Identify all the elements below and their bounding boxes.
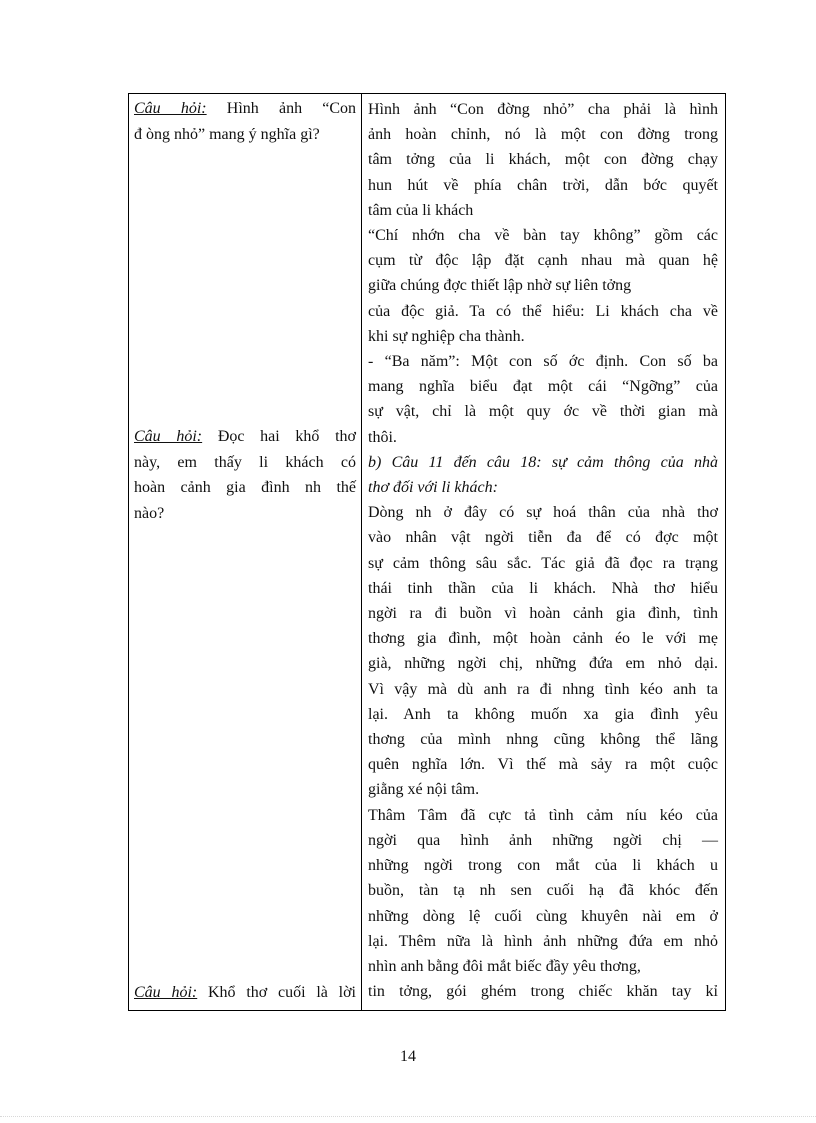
answer-line: nhìn anh bằng đôi mắt biếc đầy yêu thơng, xyxy=(368,957,641,975)
question-label: Câu hỏi: xyxy=(134,984,198,1001)
answer-line: hun hút về phía chân trời, dẫn bớc quyết xyxy=(368,176,718,194)
answer-line: lại. Thêm nữa là hình ảnh những đứa em nhỏ xyxy=(368,932,718,950)
question-1-line-2: đ òng nhỏ” mang ý nghĩa gì? xyxy=(134,125,320,143)
answer-line: ngời ra đi buồn vì hoàn cảnh gia đình, tình xyxy=(368,605,718,623)
question-answer-table xyxy=(128,93,726,1011)
answer-line: vào nhân vật ngời tiễn đa để có đợc một xyxy=(368,529,718,547)
answer-line: Hình ảnh “Con đờng nhỏ” cha phải là hình xyxy=(368,101,718,118)
answer-line: lại. Anh ta không muốn xa gia đình yêu xyxy=(368,705,718,723)
column-divider xyxy=(361,94,362,1010)
answer-line: những dòng lệ cuối cùng khuyên nài em ở xyxy=(368,907,718,925)
answer-line: tâm tởng của li khách, một con đờng chạy xyxy=(368,151,718,169)
question-2 xyxy=(134,424,356,526)
answer-line: giằng xé nội tâm. xyxy=(368,781,480,799)
answer-line: buồn, tàn tạ nh sen cuối hạ đã khóc đến xyxy=(368,882,718,900)
answer-line: những ngời trong con mắt của li khách u xyxy=(368,857,718,875)
question-3 xyxy=(134,980,356,1006)
answer-line: Dòng nh ở đây có sự hoá thân của nhà thơ xyxy=(368,504,718,522)
question-2-line-1: Câu hỏi: Đọc hai khổ thơ xyxy=(134,428,356,445)
answer-line: thái tinh thần của li khách. Nhà thơ hiểu xyxy=(368,579,718,597)
answer-line: mang nghĩa biểu đạt một cái “Ngỡng” của xyxy=(368,378,718,396)
answer-line: già, những ngời chị, những đứa em nhỏ dại. xyxy=(368,655,718,673)
page-number: 14 xyxy=(400,1048,416,1065)
answer-line: thơng gia đình, một hoàn cảnh éo le với mẹ xyxy=(368,630,718,648)
question-2-line-4: nào? xyxy=(134,504,165,522)
footer-divider xyxy=(0,1116,816,1117)
section-heading-line: b) Câu 11 đến câu 18: sự cảm thông của nhà xyxy=(368,453,718,471)
answer-line: sự cảm thông sâu sắc. Tác giả đã đọc ra trạng xyxy=(368,554,718,572)
answer-line: - “Ba năm”: Một con số ớc định. Con số ba xyxy=(368,353,718,371)
question-label: Câu hỏi: xyxy=(134,428,203,445)
answer-line: Vì vậy mà dù anh ra đi nhng tình kéo anh ta xyxy=(368,680,718,698)
question-2-line-3: hoàn cảnh gia đình nh thế xyxy=(134,479,356,497)
answer-line: quên nghĩa lớn. Vì thế mà sảy ra một cuộc xyxy=(368,756,718,774)
question-1 xyxy=(134,96,356,147)
answer-line: khi sự nghiệp cha thành. xyxy=(368,327,525,345)
answer-line: “Chí nhớn cha về bàn tay không” gồm các xyxy=(368,227,718,245)
section-heading-line: thơ đối với li khách: xyxy=(368,479,498,497)
question-label: Câu hỏi: xyxy=(134,100,207,117)
question-3-line-1: Câu hỏi: Khổ thơ cuối là lời xyxy=(134,984,356,1001)
answer-line: của độc giả. Ta có thể hiểu: Li khách cha về xyxy=(368,302,718,320)
answer-line: thơng của mình nhng cũng không thể lãng xyxy=(368,731,718,749)
answer-line: tâm của li khách xyxy=(368,201,474,219)
answer-line: thôi. xyxy=(368,428,397,446)
answer-line: giữa chúng đợc thiết lập nhờ sự liên tởng xyxy=(368,277,632,295)
answer-line: cụm từ độc lập đặt cạnh nhau mà quan hệ xyxy=(368,252,718,270)
answer-line: tin tởng, gói ghém trong chiếc khăn tay kỉ xyxy=(368,983,718,1001)
answer-line: Thâm Tâm đã cực tả tình cảm níu kéo của xyxy=(368,806,718,824)
question-2-line-2: này, em thấy li khách có xyxy=(134,453,356,471)
answer-line: ngời qua hình ảnh những ngời chị — xyxy=(368,831,718,849)
answer-column xyxy=(368,97,718,1004)
question-1-line-1: Câu hỏi: Hình ảnh “Con xyxy=(134,100,357,117)
answer-line: sự vật, chỉ là một quy ớc về thời gian mà xyxy=(368,403,718,421)
answer-line: ảnh hoàn chỉnh, nó là một con đờng trong xyxy=(368,126,718,144)
